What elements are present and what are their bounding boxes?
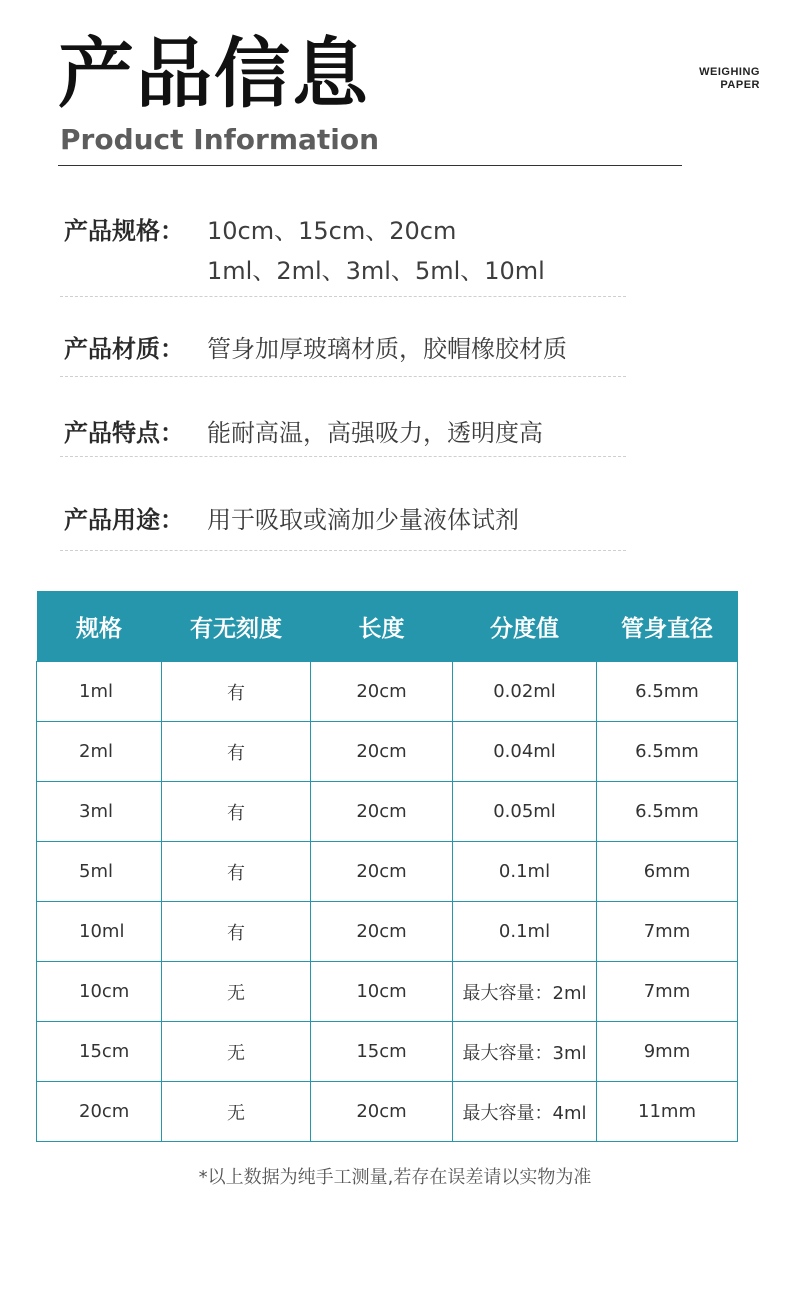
table-header-cell: 有无刻度 [162,591,311,662]
table-cell: 20cm [311,902,453,962]
brand-line-2: PAPER [720,79,760,91]
table-cell: 无 [162,1082,311,1142]
table-row [37,782,738,842]
table-cell: 10ml [37,902,162,962]
page-subtitle: Product Information [60,123,380,156]
table-cell: 10cm [311,962,453,1022]
table-header-cell: 管身直径 [597,591,738,662]
info-features-label: 产品特点： [64,419,184,447]
table-row [37,1022,738,1082]
table-cell: 无 [162,1022,311,1082]
table-cell: 20cm [311,1082,453,1142]
info-material [64,332,626,366]
info-features-value: 能耐高温，高强吸力，透明度高 [207,419,543,447]
table-cell: 3ml [37,782,162,842]
table-cell: 7mm [597,902,738,962]
table-cell: 有 [162,842,311,902]
table-cell: 20cm [311,782,453,842]
table-row [37,1082,738,1142]
info-divider [60,296,626,297]
info-spec [64,214,626,294]
table-cell: 6mm [597,842,738,902]
table-cell: 5ml [37,842,162,902]
table-cell: 有 [162,782,311,842]
table-row [37,902,738,962]
spec-table [36,591,738,1142]
table-row [37,842,738,902]
table-cell: 20cm [311,842,453,902]
info-material-value: 管身加厚玻璃材质，胶帽橡胶材质 [207,335,567,363]
table-cell: 9mm [597,1022,738,1082]
table-header-cell: 分度值 [453,591,597,662]
table-cell: 20cm [37,1082,162,1142]
table-cell: 0.1ml [453,842,597,902]
table-header-cell: 长度 [311,591,453,662]
info-material-label: 产品材质： [64,335,184,363]
table-cell: 0.02ml [453,662,597,722]
title-divider [58,165,682,166]
table-cell: 无 [162,962,311,1022]
info-usage-label: 产品用途： [64,506,184,534]
table-cell: 7mm [597,962,738,1022]
page-title: 产品信息 [58,29,370,118]
table-cell: 0.04ml [453,722,597,782]
info-divider [60,550,626,551]
info-spec-label: 产品规格： [64,217,184,245]
table-cell: 0.1ml [453,902,597,962]
table-row [37,662,738,722]
info-spec-value-line1: 10cm、15cm、20cm [207,217,457,245]
table-cell: 15cm [37,1022,162,1082]
info-features [64,416,626,450]
table-cell: 10cm [37,962,162,1022]
table-cell: 有 [162,662,311,722]
table-cell: 20cm [311,662,453,722]
info-usage-value: 用于吸取或滴加少量液体试剂 [207,506,519,534]
table-cell: 6.5mm [597,662,738,722]
info-spec-value-line2: 1ml、2ml、3ml、5ml、10ml [207,257,545,285]
table-header-cell: 规格 [37,591,162,662]
brand-line-1: WEIGHING [699,66,760,78]
info-divider [60,376,626,377]
table-row [37,722,738,782]
table-header-row [37,591,738,662]
table-cell: 有 [162,722,311,782]
table-cell: 2ml [37,722,162,782]
table-row [37,962,738,1022]
brand-logo [699,66,760,92]
info-divider [60,456,626,457]
table-cell: 11mm [597,1082,738,1142]
info-usage [64,503,626,537]
table-cell: 1ml [37,662,162,722]
table-cell: 最大容量：4ml [453,1082,597,1142]
table-cell: 有 [162,902,311,962]
table-cell: 20cm [311,722,453,782]
table-cell: 最大容量：2ml [453,962,597,1022]
table-cell: 6.5mm [597,782,738,842]
footnote: *以上数据为纯手工测量,若存在误差请以实物为准 [198,1167,592,1188]
table-cell: 最大容量：3ml [453,1022,597,1082]
table-cell: 6.5mm [597,722,738,782]
table-cell: 15cm [311,1022,453,1082]
table-cell: 0.05ml [453,782,597,842]
